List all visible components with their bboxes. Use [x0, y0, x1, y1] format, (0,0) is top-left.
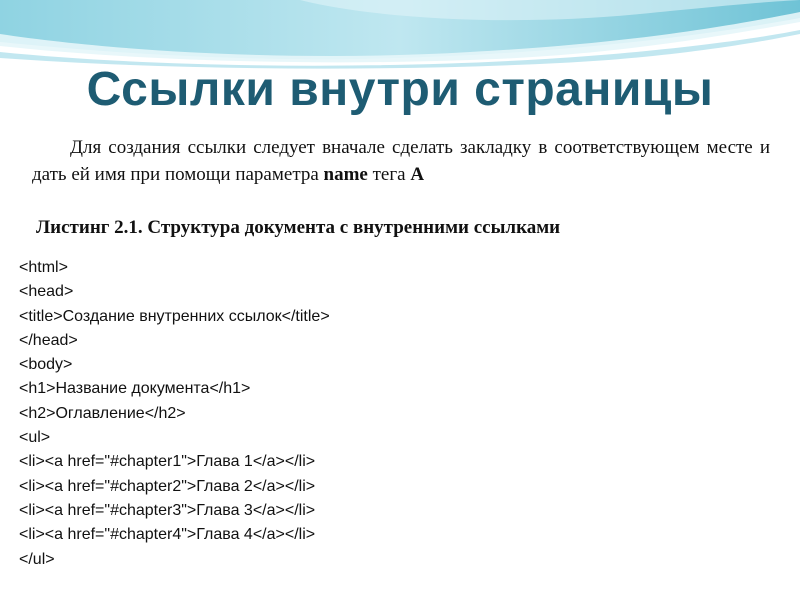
code-line: <li><a href="#chapter2">Глава 2</a></li> — [19, 477, 316, 495]
intro-text-before: Для создания ссылки следует вначале сделать закладку в соответствующем месте и дать ей имя при помощи параметра — [32, 137, 770, 185]
param-name-keyword: name — [323, 164, 368, 185]
code-line: <li><a href="#chapter3">Глава 3</a></li> — [19, 501, 316, 519]
code-line: <li><a href="#chapter1">Глава 1</a></li> — [19, 453, 316, 471]
code-line: <ul> — [19, 429, 51, 447]
code-line: <h2>Оглавление</h2> — [19, 404, 186, 422]
intro-paragraph — [32, 134, 770, 188]
code-line: <h1>Название документа</h1> — [19, 380, 251, 398]
slide-title: Ссылки внутри страницы — [86, 63, 714, 116]
code-listing — [19, 256, 330, 572]
code-line: <head> — [19, 283, 74, 301]
code-line: </head> — [19, 331, 78, 349]
header-wave-decoration — [0, 0, 800, 70]
code-line: <html> — [19, 259, 68, 276]
intro-text-middle: тега — [367, 164, 411, 185]
code-line: </ul> — [19, 550, 55, 568]
tag-name-keyword: A — [410, 164, 425, 185]
code-line: <li><a href="#chapter4">Глава 4</a></li> — [19, 526, 316, 544]
listing-caption: Листинг 2.1. Структура документа с внутренними ссылками — [36, 217, 561, 238]
code-line: <title>Создание внутренних ссылок</title> — [19, 307, 330, 325]
code-line: <body> — [19, 356, 73, 374]
